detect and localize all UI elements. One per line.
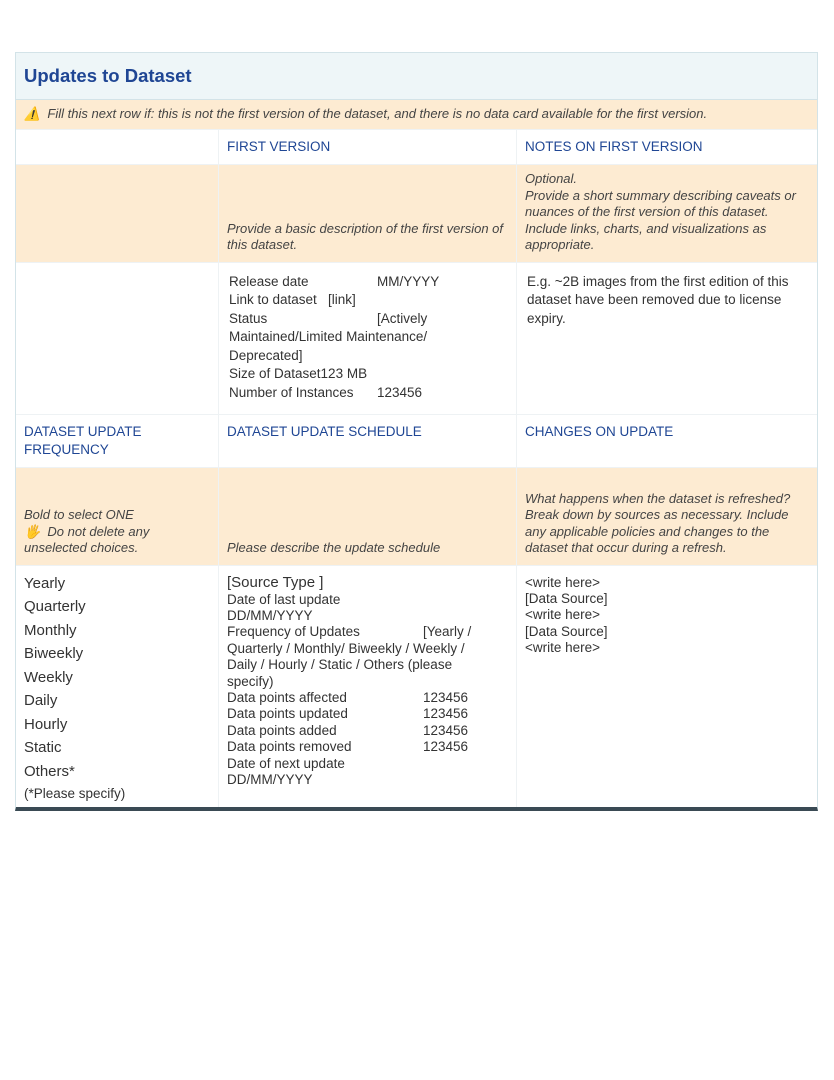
update-details-row xyxy=(16,566,817,807)
instruction-changes-text: What happens when the dataset is refreshed? Break down by sources as necessary. Include any applicable policies and changes to the dataset that occur during a refresh. xyxy=(525,490,791,555)
first-version-header-row xyxy=(16,130,817,165)
section-header xyxy=(16,53,817,100)
changes-line-4: [Data Source] xyxy=(525,623,608,639)
instruction-notes-text: Provide a short summary describing caveats or nuances of the first version of this dataset. Include links, charts, and visualizations as appropriate. xyxy=(525,187,796,252)
frequency-option-monthly: Monthly xyxy=(24,621,77,639)
frequency-label: Frequency of Updates xyxy=(227,624,360,640)
instances-row xyxy=(229,384,506,403)
first-version-details-row xyxy=(16,263,817,415)
last-update-label: Date of last update xyxy=(227,591,341,607)
instruction-schedule xyxy=(219,468,517,565)
frequency-option-others: Others* xyxy=(24,762,75,780)
size-row xyxy=(229,365,506,384)
frequency-option-yearly: Yearly xyxy=(24,574,66,592)
next-update-label: Date of next update xyxy=(227,755,345,771)
warning-note-text: Fill this next row if: this is not the first version of the dataset, and there is no data card available for the first version. xyxy=(47,106,708,121)
frequency-value-2: Quarterly / Monthly/ Biweekly / Weekly / xyxy=(227,640,465,656)
frequency-option-biweekly: Biweekly xyxy=(24,645,84,662)
release-date-value: MM/YYYY xyxy=(377,273,440,289)
updates-to-dataset-card xyxy=(15,52,818,811)
warning-note xyxy=(16,100,817,130)
status-row xyxy=(229,310,506,329)
instruction-empty xyxy=(16,165,219,262)
source-type: [Source Type ] xyxy=(227,573,324,591)
updated-value: 123456 xyxy=(423,706,469,722)
link-label: Link to dataset xyxy=(229,292,317,307)
affected-value: 123456 xyxy=(423,689,469,705)
next-update-value: DD/MM/YYYY xyxy=(227,771,313,787)
frequency-option-daily: Daily xyxy=(24,692,58,709)
instances-value: 123456 xyxy=(377,384,423,400)
link-row xyxy=(229,291,506,310)
removed-row xyxy=(227,739,508,755)
instruction-first-version-text: Provide a basic description of the first version of this dataset. xyxy=(227,220,504,252)
affected-label: Data points affected xyxy=(227,689,347,705)
affected-row xyxy=(227,690,508,706)
header-notes-on-first-version: NOTES ON FIRST VERSION xyxy=(525,138,703,154)
status-value-1: [Actively xyxy=(377,310,428,326)
instruction-do-not-delete-text: Do not delete any unselected choices. xyxy=(24,523,150,555)
instruction-first-version xyxy=(219,165,517,262)
update-header-row xyxy=(16,415,817,468)
updated-label: Data points updated xyxy=(227,706,348,722)
first-version-instructions-row xyxy=(16,165,817,263)
instruction-notes xyxy=(517,165,816,262)
instruction-do-not-delete xyxy=(24,524,210,557)
instruction-frequency xyxy=(16,468,219,565)
first-version-notes: E.g. ~2B images from the first edition of this dataset have been removed due to license expiry. xyxy=(527,273,789,326)
frequency-value-3: Daily / Hourly / Static / Others (please xyxy=(227,657,453,673)
release-date-label: Release date xyxy=(229,273,309,289)
instruction-changes xyxy=(517,468,816,565)
updated-row xyxy=(227,706,508,722)
added-value: 123456 xyxy=(423,722,469,738)
removed-value: 123456 xyxy=(423,739,469,755)
instruction-schedule-text: Please describe the update schedule xyxy=(227,540,441,555)
release-date-row xyxy=(229,273,506,292)
link-value[interactable]: [link] xyxy=(328,292,356,307)
instances-label: Number of Instances xyxy=(229,384,354,400)
removed-label: Data points removed xyxy=(227,739,352,755)
added-label: Data points added xyxy=(227,722,337,738)
frequency-option-hourly: Hourly xyxy=(24,715,68,733)
frequency-option-quarterly: Quarterly xyxy=(24,598,86,615)
instruction-bold-select: Bold to select ONE xyxy=(24,507,134,522)
changes-line-5: <write here> xyxy=(525,640,601,656)
instruction-optional-label: Optional. xyxy=(525,171,578,186)
frequency-option-static: Static xyxy=(24,739,62,756)
header-changes-on-update: CHANGES ON UPDATE xyxy=(525,423,674,439)
status-value-3: Deprecated] xyxy=(229,347,303,363)
frequency-note: (*Please specify) xyxy=(24,786,126,801)
update-instructions-row xyxy=(16,468,817,566)
changes-line-3: <write here> xyxy=(525,607,601,623)
warning-icon: ⚠️ xyxy=(24,106,41,121)
header-first-version: FIRST VERSION xyxy=(219,130,517,164)
added-row xyxy=(227,723,508,739)
frequency-options xyxy=(16,566,219,807)
frequency-row xyxy=(227,624,508,640)
status-label: Status xyxy=(229,310,268,326)
status-value-2: Maintained/Limited Maintenance/ xyxy=(229,329,428,344)
size-label: Size of Dataset xyxy=(229,366,321,381)
header-empty xyxy=(16,130,219,164)
changes-line-2: [Data Source] xyxy=(525,590,608,606)
details-empty xyxy=(16,263,219,414)
changes-on-update xyxy=(517,566,816,807)
frequency-value-1: [Yearly / xyxy=(423,624,472,640)
frequency-option-weekly: Weekly xyxy=(24,668,73,686)
update-schedule xyxy=(219,566,517,807)
section-title: Updates to Dataset xyxy=(24,65,192,86)
header-update-schedule: DATASET UPDATE SCHEDULE xyxy=(219,415,517,467)
size-value: 123 MB xyxy=(320,366,368,381)
frequency-value-4: specify) xyxy=(227,673,274,689)
changes-line-1: <write here> xyxy=(525,574,601,590)
hand-icon: 🖐 xyxy=(24,523,41,539)
header-update-frequency: DATASET UPDATE FREQUENCY xyxy=(16,415,219,467)
first-version-details xyxy=(219,263,517,414)
last-update-value: DD/MM/YYYY xyxy=(227,607,313,623)
